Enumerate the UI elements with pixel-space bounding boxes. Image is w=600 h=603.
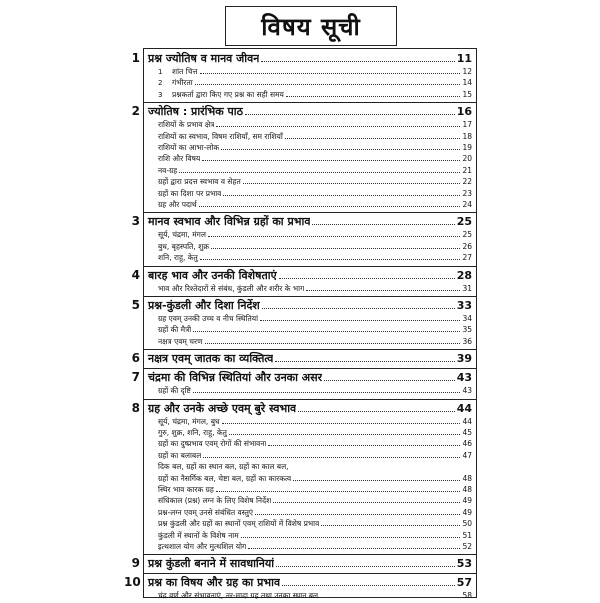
leader-dots [223,189,460,196]
leader-dots [193,325,460,332]
item-page-number: 12 [462,67,472,76]
toc-chapter-8 [131,400,476,417]
item-page-number: 48 [462,485,472,494]
item-title: शांत चित्त [172,67,198,76]
chapter-number: 1 [131,51,140,65]
item-label [144,386,191,396]
item-page-number: 51 [462,530,472,540]
item-title: कुंडली में स्थानों के विशेष नाम [158,530,239,540]
item-title: ग्रहों द्वारा प्रदत्त स्वभाव व सेहत [158,177,241,187]
chapter-title: ज्योतिष : प्रारंभिक पाठ [148,105,244,119]
toc-item [144,284,476,295]
toc-chapter-2 [131,104,476,120]
leader-dots [261,55,454,62]
item-label [144,242,209,252]
chapter-number: 10 [124,575,141,590]
toc-item [144,496,476,507]
item-page-number: 36 [462,336,472,346]
item-page-number: 23 [462,188,472,198]
item-label [144,451,201,461]
item-label [144,78,193,88]
item-page-number: 24 [462,200,472,209]
leader-dots [248,542,460,549]
chapter-number: 9 [131,556,140,571]
item-label [144,230,206,240]
item-label [144,177,241,187]
item-title: गंभीरता [172,78,193,88]
item-page-number: 48 [462,473,472,483]
leader-dots [255,508,460,515]
item-title: सूर्य, चंद्रमा, मंगल [158,230,206,240]
page-title: विषय सूची [225,6,397,46]
leader-dots [273,496,460,503]
item-page-number: 49 [462,507,472,517]
toc-chapter-3 [131,214,476,230]
chapter-separator [144,102,476,103]
chapter-title: नक्षत्र एवम् जातक का व्यक्तित्व [148,352,274,366]
item-title: ग्रहों की दृष्टि [158,386,191,396]
leader-dots [221,143,460,150]
leader-dots [262,302,455,309]
leader-dots [320,591,460,598]
leader-dots [195,78,461,85]
item-title: बुध, बृहस्पति, शुक्र [158,241,209,251]
item-title: राशियों का स्वभाव, विषम राशियाँ, सम राशियाँ [158,131,283,141]
leader-dots [208,230,461,237]
item-label [144,314,258,324]
item-title: ग्रह और पदार्थ [158,200,197,209]
item-page-number: 25 [462,230,472,240]
leader-dots [216,485,461,492]
item-label [144,337,203,347]
item-title: प्रश्नकर्ता द्वारा किए गए प्रश्न का सही समय [172,89,284,99]
leader-dots [268,439,460,446]
item-title: संधिकाल (प्रश्न) लग्न के लिए विशेष निर्देश [158,496,272,506]
chapter-title: प्रश्न कुंडली बनाने में सावधानियां [148,557,275,571]
toc-item [144,337,476,348]
item-label [144,474,291,484]
chapter-number: 3 [131,214,140,229]
item-title: राशि और विषय [158,154,201,164]
leader-dots [202,154,460,161]
leader-dots [243,177,461,184]
item-page-number: 22 [462,177,472,187]
toc-item [144,508,476,519]
item-label [144,253,198,263]
chapter-page-number: 53 [456,557,472,571]
item-title: ग्रहों का दुष्प्रभाव एवम् रोगों की संभावना [158,439,267,449]
toc-item [144,325,476,336]
item-page-number: 17 [462,120,472,130]
chapter-title: मानव स्वभाव और विभिन्न ग्रहों का प्रभाव [148,215,311,229]
chapter-title: प्रश्न ज्योतिष व मानव जीवन [148,52,260,65]
toc-chapter-6 [131,351,476,367]
item-label [144,496,271,506]
leader-dots [216,120,460,127]
chapter-number: 2 [131,104,140,119]
item-label [144,428,227,438]
leader-dots [276,560,455,567]
item-title: ग्रह एवम् उनकी उच्च व नीच स्थितियां [158,314,259,323]
toc-chapter-10 [124,575,476,591]
leader-dots [321,519,460,526]
item-title: नव-ग्रह [158,165,178,175]
item-page-number: 52 [462,542,472,551]
toc-item [144,439,476,450]
item-title: राशियों के प्रभाव क्षेत्र [158,120,215,130]
leader-dots [203,451,460,458]
chapter-page-number: 43 [456,371,472,385]
item-label [144,508,253,518]
item-title: ग्रहों का बलाबल [158,450,202,460]
chapter-title: प्रश्न-कुंडली और दिशा निर्देश [148,299,260,312]
item-page-number: 34 [462,314,472,323]
item-title: भाव और रिश्तेदारों से संबंध, कुंडली और शरीर के भाग [158,283,305,293]
toc-item [144,78,476,89]
item-page-number: 47 [462,450,472,460]
toc-item [144,154,476,165]
chapter-separator [144,266,476,267]
leader-dots [245,108,455,115]
chapter-title: बारह भाव और उनकी विशेषताएं [148,268,277,282]
toc-item [144,120,476,131]
item-page-number: 18 [462,131,472,141]
chapter-separator [144,399,476,400]
toc-item [144,386,476,397]
table-of-contents [124,48,477,601]
item-label [144,200,197,210]
toc-item [144,230,476,241]
leader-dots [200,253,461,260]
toc-item [144,462,476,473]
item-title: स्थिर भाव कारक ग्रह [158,485,214,494]
item-page-number: 45 [462,428,472,437]
item-label [144,143,219,153]
toc-item [144,132,476,143]
chapter-separator [144,349,476,350]
item-label [144,439,266,449]
chapter-number: 8 [131,400,140,415]
item-title: चंद्र वर्ण और संभावनाएं, नर-मादा ग्रह तथा उनका स्थान बल [158,591,319,601]
chapter-number: 5 [131,298,140,312]
chapter-separator [144,212,476,213]
leader-dots [324,374,455,381]
item-title: ग्रहों का दिशा पर प्रभाव [158,188,222,198]
toc-item [144,143,476,154]
item-page-number: 26 [462,241,472,251]
chapter-page-number: 16 [456,105,472,119]
leader-dots [199,200,461,207]
leader-dots [286,90,461,97]
item-page-number: 43 [462,386,472,396]
item-label [144,519,319,529]
toc-item [144,314,476,325]
chapter-title: ग्रह और उनके अच्छे एवम् बुरे स्वभाव [148,401,297,415]
item-label [144,166,177,176]
item-label [144,90,284,100]
chapter-page-number: 28 [456,268,472,282]
chapter-number: 4 [131,267,140,282]
item-number: 1 [158,68,163,76]
item-page-number: 58 [462,591,472,601]
chapter-separator [144,573,476,574]
leader-dots [241,531,461,538]
toc-item [144,166,476,177]
item-label [144,120,214,130]
toc-item [144,67,476,78]
item-title: गुरु, शुक्र, शनि, राहु, केतु [158,428,227,437]
item-label [144,284,304,294]
chapter-title: प्रश्न का विषय और ग्रह का प्रभाव [148,576,281,590]
item-page-number: 44 [462,416,472,426]
chapter-page-number: 11 [456,52,472,65]
item-title: शनि, राहु, केतु [158,253,198,263]
toc-item [144,485,476,496]
item-label [144,132,283,142]
item-title: सूर्य, चंद्रमा, मंगल, बुध [158,416,220,426]
item-page-number: 46 [462,439,472,449]
item-label [144,462,289,472]
leader-dots [222,417,461,424]
toc-item [144,474,476,485]
toc-item [144,591,476,602]
chapter-page-number: 25 [456,215,472,229]
item-title: प्रश्न-लग्न एवम् उनसे संबंधित वस्तुएं [158,507,254,517]
item-page-number: 20 [462,154,472,164]
toc-item [144,417,476,428]
item-label [144,542,246,552]
item-title: नक्षत्र एवम् चरण [158,336,203,346]
toc-item [144,531,476,542]
toc-item [144,200,476,211]
chapter-page-number: 33 [456,299,472,312]
item-label [144,325,191,335]
chapter-separator [144,554,476,555]
item-label [144,154,200,164]
item-label [144,531,239,541]
item-title: ग्रहों का नैसर्गिक बल, चेष्टा बल, ग्रहों का कारकत्व [158,473,292,483]
item-number: 3 [158,90,163,99]
leader-dots [275,355,454,362]
toc-item [144,253,476,264]
item-title: दिक बल, ग्रहों का स्थान बल, ग्रहों का काल बल, [158,462,289,472]
item-title: प्रश्न कुंडली और ग्रहों का स्थानों एवम् राशियों में विशेष प्रभाव [158,519,320,529]
item-page-number: 31 [462,283,472,293]
item-label [144,67,198,77]
chapter-page-number: 57 [456,576,472,590]
toc-chapter-9 [131,556,476,572]
toc-chapter-5 [131,298,476,314]
item-label [144,485,214,495]
leader-dots [285,132,461,139]
leader-dots [298,405,455,412]
item-page-number: 14 [462,78,472,88]
item-page-number: 49 [462,496,472,506]
leader-dots [293,474,460,481]
leader-dots [205,337,461,344]
leader-dots [193,386,461,393]
chapter-number: 6 [131,351,140,366]
item-page-number: 19 [462,143,472,152]
item-label [144,417,220,427]
toc-chapter-4 [131,267,476,284]
leader-dots [200,67,461,74]
item-page-number: 50 [462,519,472,529]
leader-dots [260,314,460,321]
chapter-title: चंद्रमा की विभिन्न स्थितियां और उनका असर [148,371,323,385]
toc-chapter-7 [131,370,476,386]
item-number: 2 [158,79,163,88]
toc-chapter-1 [131,51,476,67]
leader-dots [229,428,461,435]
chapter-page-number: 39 [456,352,472,366]
leader-dots [282,579,455,586]
leader-dots [306,284,460,291]
item-page-number: 15 [462,89,472,99]
item-page-number: 27 [462,253,472,263]
item-title: राशियों का आभा-लोक [158,143,220,152]
chapter-separator [144,368,476,369]
item-label [144,189,221,199]
toc-item [144,451,476,462]
chapter-number: 7 [131,370,140,385]
chapter-separator [144,296,476,297]
toc-item [144,428,476,439]
item-page-number: 21 [462,165,472,175]
toc-item [144,242,476,253]
item-title: इत्थशाल योग और मुत्थशिल योग [158,542,247,551]
toc-item [144,177,476,188]
chapter-page-number: 44 [456,401,472,415]
toc-item [144,542,476,553]
leader-dots [279,272,455,279]
item-page-number: 35 [462,325,472,335]
leader-dots [312,218,454,225]
toc-item [144,189,476,200]
leader-dots [211,242,461,249]
toc-item [144,90,476,101]
toc-item [144,519,476,530]
leader-dots [179,166,460,173]
item-title: ग्रहों की मैत्री [158,325,192,335]
